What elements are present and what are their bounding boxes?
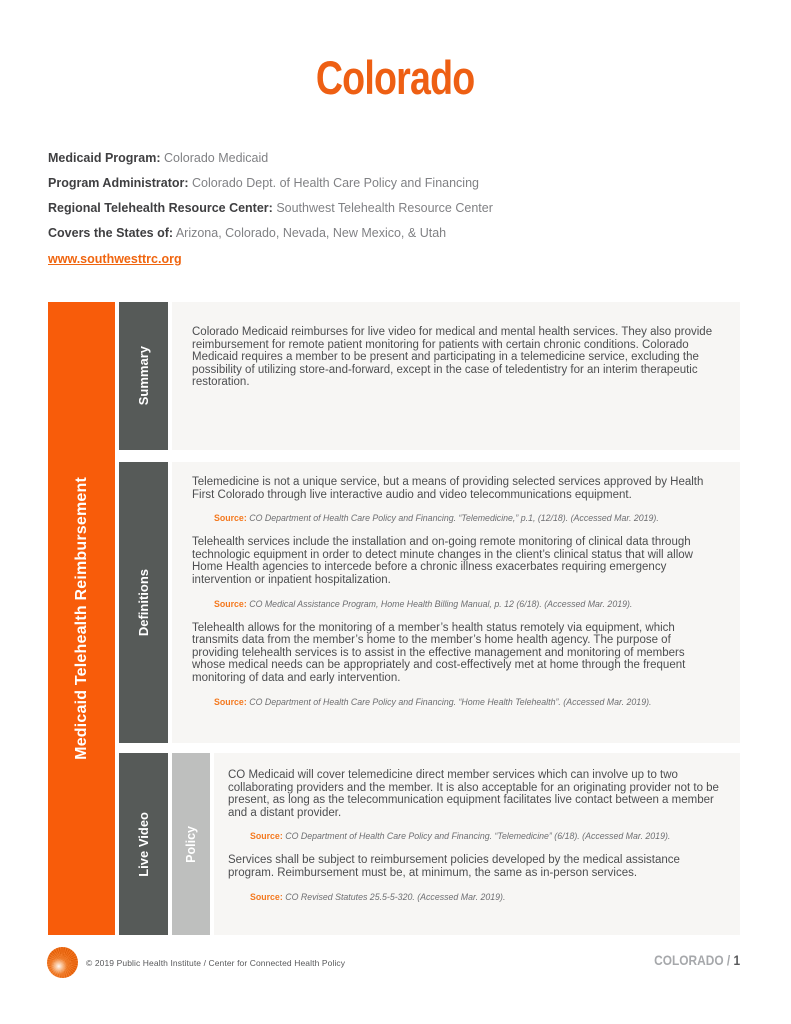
meta-block xyxy=(48,152,688,266)
definitions-paragraph-1: Telemedicine is not a unique service, but a means of providing selected services approved by Health First Colorado through live interactive audio and video telecommunications equipment. xyxy=(192,476,704,501)
meta-line-covered-states xyxy=(48,227,688,240)
subsection-label-policy xyxy=(172,753,210,935)
source-label: Source: xyxy=(214,696,247,707)
meta-value: Colorado Dept. of Health Care Policy and Financing xyxy=(192,176,479,190)
meta-value: Colorado Medicaid xyxy=(164,151,269,165)
source-text: CO Medical Assistance Program, Home Health Billing Manual, p. 12 (6/18). (Accessed Mar. 2019). xyxy=(249,598,633,609)
source-citation-2 xyxy=(214,599,714,609)
summary-paragraph: Colorado Medicaid reimburses for live video for medical and mental health services. They also provide reimbursement for remote patient monitoring for patients with certain chronic conditions. Colorado Medicaid requires a member to be present and participating in a telemedicine service, excluding the possibility of utilizing store-and-forward, except in the case of teledentistry for an interim therapeutic restoration. xyxy=(192,326,713,389)
definitions-paragraph-3: Telehealth allows for the monitoring of a member’s health status remotely via equipment, which transmits data from the member’s home to the member’s home health agency. The purpose of providing telehealth services is to assist in the effective management and monitoring of members whose medical needs can be appropriately and cost-effectively met at home through the frequent monitoring of data and early intervention. xyxy=(192,621,686,684)
sidebar-medicaid-telehealth-reimbursement xyxy=(48,302,115,935)
source-citation-5 xyxy=(250,892,720,902)
meta-line-regional-trc xyxy=(48,202,688,215)
section-content-definitions xyxy=(172,462,740,743)
meta-label: Program Administrator: xyxy=(48,176,189,190)
section-label-live-video xyxy=(119,753,168,935)
live-video-paragraph-2: Services shall be subject to reimbursement policies developed by the medical assistance program. Reimbursement must be, at minimum, the same as in-person services. xyxy=(228,854,680,879)
section-label-text: Summary xyxy=(136,346,151,406)
sidebar-title: Medicaid Telehealth Reimbursement xyxy=(72,477,90,760)
website-link[interactable]: www.southwesttrc.org xyxy=(48,252,182,266)
source-label: Source: xyxy=(214,513,247,524)
meta-label: Regional Telehealth Resource Center: xyxy=(48,201,273,215)
source-label: Source: xyxy=(250,831,283,842)
source-citation-3 xyxy=(214,697,714,707)
meta-value: Southwest Telehealth Resource Center xyxy=(276,201,493,215)
source-text: CO Department of Health Care Policy and Financing. “Telemedicine,” p.1, (12/18). (Accessed Mar. 2019). xyxy=(249,513,659,524)
footer-copyright: © 2019 Public Health Institute / Center for Connected Health Policy xyxy=(86,958,346,968)
footer-state-label: COLORADO / xyxy=(654,952,734,968)
source-citation-4 xyxy=(250,831,720,841)
source-label: Source: xyxy=(250,891,283,902)
subsection-label-text: Policy xyxy=(184,825,198,863)
meta-label: Medicaid Program: xyxy=(48,151,161,165)
section-content-live-video xyxy=(214,753,740,935)
meta-value: Arizona, Colorado, Nevada, New Mexico, & Utah xyxy=(175,226,447,240)
section-content-summary xyxy=(172,302,740,450)
meta-label: Covers the States of: xyxy=(48,226,174,240)
meta-line-medicaid-program xyxy=(48,152,688,165)
source-text: CO Department of Health Care Policy and Financing. “Telemedicine” (6/18). (Accessed Mar. 2019). xyxy=(285,831,671,842)
footer-page-number: 1 xyxy=(733,952,740,968)
definitions-paragraph-2: Telehealth services include the installation and on-going remote monitoring of clinical data through technologic equipment in order to detect minute changes in the client’s clinical status that will allow Home Health agencies to intercede before a chronic illness exacerbates requiring emergency intervention or inpatient hospitalization. xyxy=(192,536,693,586)
footer-page-indicator xyxy=(654,952,740,968)
section-label-definitions xyxy=(119,462,168,743)
source-citation-1 xyxy=(214,513,714,523)
page-title-text: Colorado xyxy=(316,51,475,104)
source-label: Source: xyxy=(214,598,247,609)
section-label-summary xyxy=(119,302,168,450)
source-text: CO Department of Health Care Policy and Financing. “Home Health Telehealth”. (Accessed Mar. 2019). xyxy=(249,696,652,707)
section-label-text: Live Video xyxy=(136,811,151,877)
organization-logo-icon xyxy=(47,947,78,978)
meta-line-program-administrator xyxy=(48,177,688,190)
source-text: CO Revised Statutes 25.5-5-320. (Accessed Mar. 2019). xyxy=(285,891,506,902)
section-label-text: Definitions xyxy=(136,568,151,637)
page-title xyxy=(0,51,791,104)
live-video-paragraph-1: CO Medicaid will cover telemedicine direct member services which can involve up to two collaborating providers and the member. It is also acceptable for an originating provider not to be present, as long as the telecommunication equipment facilitates live contact between a member and a distant provider. xyxy=(228,769,719,819)
